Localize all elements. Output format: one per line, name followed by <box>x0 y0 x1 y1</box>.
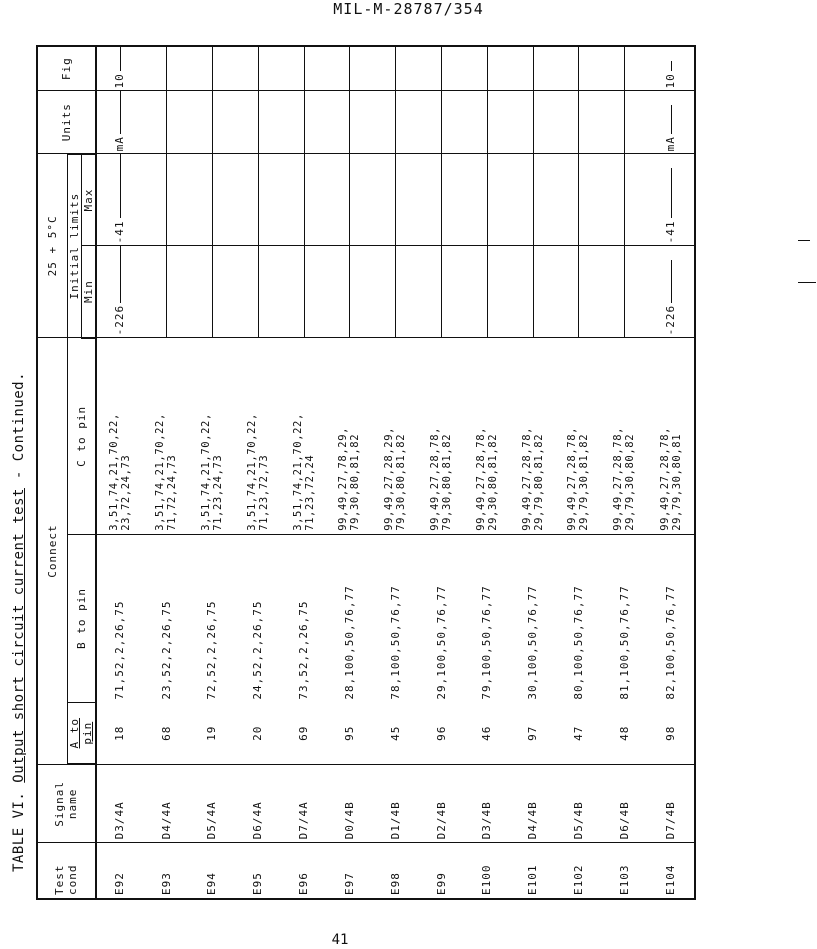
table-row <box>464 46 510 899</box>
continuation-line <box>166 246 167 337</box>
table-row <box>601 46 647 899</box>
continuation-line <box>304 91 305 153</box>
cell-c-pin-line1: 99,49,27,28,78, <box>520 426 533 531</box>
cell-test-cond <box>281 843 327 899</box>
continuation-line <box>304 154 305 245</box>
cell-c-pin <box>510 338 556 534</box>
cell-fig <box>281 46 327 91</box>
cell-c-pin-line1: 3,51,74,21,70,22, <box>199 413 212 531</box>
header-min: Min <box>81 246 96 338</box>
cell-text: D5/4B <box>571 801 585 840</box>
cell-text: -41 <box>664 220 678 244</box>
cell-c-pin-line1: 99,49,27,28,78, <box>658 426 671 531</box>
cell-units <box>281 91 327 154</box>
cell-a-pin <box>510 703 556 765</box>
cell-c-pin-line1: 3,51,74,21,70,22, <box>154 413 167 531</box>
header-fig: Fig <box>37 46 96 91</box>
cell-c-pin-line2: 79,30,80,81,82 <box>395 433 408 531</box>
cell-text: 48 <box>617 725 631 741</box>
cell-text: E102 <box>571 864 585 895</box>
cell-c-pin <box>189 338 235 534</box>
cell-text: 73,52,2,26,75 <box>297 600 311 700</box>
cell-text: 82,100,50,76,77 <box>664 585 678 700</box>
cell-text: mA <box>113 136 127 152</box>
cell-min <box>418 246 464 338</box>
header-b-to-pin: B to pin <box>67 534 96 702</box>
cell-test-cond <box>510 843 556 899</box>
continuation-line <box>258 154 259 245</box>
cell-signal-name <box>464 764 510 843</box>
cell-text: 46 <box>480 725 494 741</box>
cell-fig <box>510 46 556 91</box>
cell-text: 28,100,50,76,77 <box>342 585 356 700</box>
header-temperature: 25 + 5°C <box>37 154 67 338</box>
header-a-to-pin: A to pin <box>67 703 96 765</box>
cell-max <box>372 154 418 246</box>
cell-fig <box>418 46 464 91</box>
cell-max <box>281 154 327 246</box>
cell-text: 81,100,50,76,77 <box>617 585 631 700</box>
cell-text: E94 <box>205 872 219 895</box>
cell-fig <box>96 46 144 91</box>
cell-c-pin <box>235 338 281 534</box>
continuation-line <box>487 91 488 153</box>
cell-text: E103 <box>617 864 631 895</box>
cell-a-pin <box>556 703 602 765</box>
cell-max <box>418 154 464 246</box>
cell-text: 69 <box>297 725 311 741</box>
header-initial-limits: Initial limits <box>67 154 81 338</box>
cell-test-cond <box>326 843 372 899</box>
cell-units <box>235 91 281 154</box>
cell-min <box>326 246 372 338</box>
table-row <box>647 46 695 899</box>
continuation-line <box>212 91 213 153</box>
cell-max <box>647 154 695 246</box>
cell-text: 96 <box>434 725 448 741</box>
continuation-line <box>487 246 488 337</box>
cell-max <box>189 154 235 246</box>
cell-c-pin-line2: 29,79,30,80,81 <box>670 433 683 531</box>
cell-a-pin <box>96 703 144 765</box>
cell-b-pin <box>281 534 327 702</box>
cell-min <box>143 246 189 338</box>
cell-text: D4/4B <box>526 801 540 840</box>
cell-text: 24,52,2,26,75 <box>251 600 265 700</box>
continuation-line <box>304 246 305 337</box>
cell-b-pin <box>464 534 510 702</box>
cell-fig <box>372 46 418 91</box>
cell-units <box>96 91 144 154</box>
cell-c-pin <box>556 338 602 534</box>
cell-text: D0/4B <box>342 801 356 840</box>
cell-c-pin-line2: 71,23,24,73 <box>211 454 224 531</box>
cell-text: -226 <box>113 304 127 336</box>
cell-text: E104 <box>664 864 678 895</box>
cell-a-pin <box>326 703 372 765</box>
cell-c-pin-line1: 3,51,74,21,70,22, <box>245 413 258 531</box>
continuation-line <box>533 154 534 245</box>
cell-min <box>189 246 235 338</box>
table-caption-suffix: - Continued. <box>11 371 27 480</box>
continuation-line <box>578 91 579 153</box>
continuation-line <box>349 154 350 245</box>
cell-signal-name <box>418 764 464 843</box>
cell-min <box>235 246 281 338</box>
cell-units <box>601 91 647 154</box>
continuation-line <box>624 154 625 245</box>
header-signal-name: Signal name <box>37 764 96 843</box>
table-row <box>96 46 144 899</box>
cell-text: E93 <box>159 872 173 895</box>
cell-text: D2/4B <box>434 801 448 840</box>
continuation-line <box>395 91 396 153</box>
cell-a-pin <box>601 703 647 765</box>
cell-c-pin-line2: 71,23,72,24 <box>303 454 316 531</box>
cell-c-pin-line2: 29,30,80,81,82 <box>486 433 499 531</box>
cell-signal-name <box>143 764 189 843</box>
continuation-line <box>349 246 350 337</box>
cell-max <box>556 154 602 246</box>
table-row <box>418 46 464 899</box>
cell-signal-name <box>372 764 418 843</box>
cell-fig <box>601 46 647 91</box>
cell-c-pin-line2: 29,79,30,81,82 <box>578 433 591 531</box>
cell-c-pin-line2: 79,30,80,81,82 <box>349 433 362 531</box>
table-caption-prefix: TABLE VI. <box>11 791 27 872</box>
cell-test-cond <box>189 843 235 899</box>
cell-min <box>281 246 327 338</box>
cell-a-pin <box>372 703 418 765</box>
table-row <box>143 46 189 899</box>
cell-text: E96 <box>297 872 311 895</box>
cell-text: 29,100,50,76,77 <box>434 585 448 700</box>
continuation-line <box>395 246 396 337</box>
table-body <box>96 46 696 899</box>
cell-b-pin <box>510 534 556 702</box>
cell-signal-name <box>556 764 602 843</box>
continuation-line <box>212 47 213 90</box>
cell-a-pin <box>189 703 235 765</box>
cell-signal-name <box>326 764 372 843</box>
cell-units <box>556 91 602 154</box>
cell-test-cond <box>601 843 647 899</box>
cell-c-pin-line2: 29,79,80,81,82 <box>532 433 545 531</box>
cell-text: 78,100,50,76,77 <box>388 585 402 700</box>
cell-c-pin <box>464 338 510 534</box>
cell-c-pin <box>418 338 464 534</box>
cell-max <box>326 154 372 246</box>
table-row <box>372 46 418 899</box>
continuation-line <box>487 47 488 90</box>
cell-text: 79,100,50,76,77 <box>480 585 494 700</box>
cell-test-cond <box>96 843 144 899</box>
cell-text: D3/4A <box>113 801 127 840</box>
continuation-line <box>533 47 534 90</box>
cell-text: D1/4B <box>388 801 402 840</box>
cell-units <box>647 91 695 154</box>
cell-test-cond <box>418 843 464 899</box>
table-caption <box>4 6 34 872</box>
cell-units <box>326 91 372 154</box>
cell-text: -41 <box>113 220 127 244</box>
cell-min <box>647 246 695 338</box>
cell-text: E97 <box>342 872 356 895</box>
cell-text: D5/4A <box>205 801 219 840</box>
cell-text: D7/4B <box>664 801 678 840</box>
cell-fig <box>143 46 189 91</box>
cell-fig <box>235 46 281 91</box>
continuation-line <box>166 154 167 245</box>
cell-max <box>96 154 144 246</box>
rotated-table-container <box>36 45 696 900</box>
continuation-line <box>624 91 625 153</box>
cell-units <box>510 91 556 154</box>
cell-min <box>464 246 510 338</box>
cell-max <box>464 154 510 246</box>
cell-b-pin <box>235 534 281 702</box>
cell-c-pin-line1: 99,49,27,28,78, <box>429 426 441 531</box>
cell-c-pin <box>601 338 647 534</box>
cell-c-pin-line2: 79,30,80,81,82 <box>441 433 453 531</box>
cell-text: mA <box>664 136 678 152</box>
cell-text: D4/4A <box>159 801 173 840</box>
cell-fig <box>647 46 695 91</box>
cell-a-pin <box>143 703 189 765</box>
continuation-line <box>349 91 350 153</box>
cell-text: E101 <box>526 864 540 895</box>
cell-signal-name <box>647 764 695 843</box>
continuation-line <box>395 47 396 90</box>
cell-min <box>96 246 144 338</box>
continuation-line <box>258 91 259 153</box>
cell-text: 68 <box>159 725 173 741</box>
continuation-line <box>166 47 167 90</box>
cell-text: 97 <box>526 725 540 741</box>
cell-a-pin <box>464 703 510 765</box>
page-number: 41 <box>331 932 349 948</box>
cell-c-pin-line1: 99,49,27,28,29, <box>383 426 396 531</box>
continuation-line <box>258 246 259 337</box>
cell-b-pin <box>143 534 189 702</box>
cell-min <box>601 246 647 338</box>
cell-text: D3/4B <box>480 801 494 840</box>
continuation-line <box>533 246 534 337</box>
cell-a-pin <box>647 703 695 765</box>
cell-text: D7/4A <box>297 801 311 840</box>
cell-min <box>372 246 418 338</box>
cell-c-pin-line2: 29,79,30,80,82 <box>624 433 637 531</box>
cell-c-pin-line2: 71,23,72,73 <box>257 454 270 531</box>
cell-units <box>143 91 189 154</box>
table-caption-title: Output short circuit current test <box>11 488 27 783</box>
cell-test-cond <box>372 843 418 899</box>
cell-text: E92 <box>113 872 127 895</box>
cell-fig <box>326 46 372 91</box>
continuation-line <box>624 246 625 337</box>
cell-text: E98 <box>388 872 402 895</box>
cell-text: 18 <box>113 725 127 741</box>
cell-min <box>510 246 556 338</box>
cell-a-pin <box>235 703 281 765</box>
cell-text: 20 <box>251 725 265 741</box>
continuation-line <box>395 154 396 245</box>
output-short-circuit-table <box>36 45 696 900</box>
continuation-line <box>212 246 213 337</box>
cell-text: 45 <box>388 725 402 741</box>
cell-text: E99 <box>434 872 448 895</box>
cell-b-pin <box>96 534 144 702</box>
continuation-line <box>441 91 442 153</box>
cell-units <box>418 91 464 154</box>
cell-c-pin-line1: 99,49,27,28,78, <box>566 426 579 531</box>
cell-b-pin <box>556 534 602 702</box>
cell-units <box>464 91 510 154</box>
cell-text: 19 <box>205 725 219 741</box>
cell-text: 10 <box>664 73 678 89</box>
cell-test-cond <box>556 843 602 899</box>
cell-test-cond <box>464 843 510 899</box>
cell-c-pin <box>372 338 418 534</box>
cell-b-pin <box>372 534 418 702</box>
cell-c-pin-line1: 99,49,27,28,78, <box>474 426 487 531</box>
cell-c-pin-line1: 3,51,74,21,70,22, <box>107 413 120 531</box>
cell-text: 47 <box>571 725 585 741</box>
cell-c-pin <box>96 338 144 534</box>
table-row <box>556 46 602 899</box>
document-number: MIL-M-28787/354 <box>333 0 484 18</box>
continuation-line <box>578 154 579 245</box>
continuation-line <box>487 154 488 245</box>
header-test-cond: Test cond <box>37 843 96 899</box>
continuation-line <box>578 246 579 337</box>
continuation-line <box>212 154 213 245</box>
cell-c-pin-line2: 23,72,24,73 <box>119 454 132 531</box>
continuation-line <box>533 91 534 153</box>
cell-max <box>143 154 189 246</box>
cell-max <box>510 154 556 246</box>
cell-a-pin <box>281 703 327 765</box>
cell-max <box>601 154 647 246</box>
continuation-line <box>166 91 167 153</box>
cell-signal-name <box>235 764 281 843</box>
cell-text: D6/4A <box>251 801 265 840</box>
continuation-line <box>304 47 305 90</box>
cell-signal-name <box>510 764 556 843</box>
cell-signal-name <box>601 764 647 843</box>
continuation-line <box>441 246 442 337</box>
table-row <box>326 46 372 899</box>
cell-text: E95 <box>251 872 265 895</box>
cell-text: 71,52,2,26,75 <box>113 600 127 700</box>
cell-fig <box>464 46 510 91</box>
continuation-line <box>258 47 259 90</box>
continuation-line <box>349 47 350 90</box>
cell-a-pin <box>418 703 464 765</box>
continuation-line <box>624 47 625 90</box>
cell-c-pin-line1: 3,51,74,21,70,22, <box>291 413 304 531</box>
cell-b-pin <box>418 534 464 702</box>
cell-signal-name <box>189 764 235 843</box>
cell-test-cond <box>235 843 281 899</box>
cell-text: D6/4B <box>617 801 631 840</box>
cell-c-pin-line1: 99,49,27,28,78, <box>612 426 625 531</box>
cell-text: -226 <box>664 304 678 336</box>
cell-b-pin <box>326 534 372 702</box>
cell-min <box>556 246 602 338</box>
cell-b-pin <box>647 534 695 702</box>
table-row <box>281 46 327 899</box>
cell-text: 23,52,2,26,75 <box>159 600 173 700</box>
header-c-to-pin: C to pin <box>67 338 96 534</box>
cell-c-pin <box>647 338 695 534</box>
continuation-line <box>441 47 442 90</box>
table-row <box>189 46 235 899</box>
cell-text: 80,100,50,76,77 <box>571 585 585 700</box>
cell-b-pin <box>189 534 235 702</box>
cell-test-cond <box>647 843 695 899</box>
cell-b-pin <box>601 534 647 702</box>
cell-c-pin-line2: 71,72,24,73 <box>166 454 179 531</box>
cell-units <box>372 91 418 154</box>
cell-fig <box>189 46 235 91</box>
cell-signal-name <box>281 764 327 843</box>
cell-max <box>235 154 281 246</box>
margin-mark <box>798 282 816 283</box>
cell-text: 72,52,2,26,75 <box>205 600 219 700</box>
cell-text: 95 <box>342 725 356 741</box>
cell-text: 10 <box>113 73 127 89</box>
cell-c-pin-line1: 99,49,27,78,29, <box>337 426 350 531</box>
cell-signal-name <box>96 764 144 843</box>
table-row <box>235 46 281 899</box>
cell-units <box>189 91 235 154</box>
continuation-line <box>441 154 442 245</box>
cell-text: 30,100,50,76,77 <box>526 585 540 700</box>
table-row <box>510 46 556 899</box>
cell-test-cond <box>143 843 189 899</box>
margin-mark <box>798 240 810 241</box>
cell-c-pin <box>281 338 327 534</box>
header-max: Max <box>81 154 96 246</box>
header-units: Units <box>37 91 96 154</box>
cell-text: 98 <box>664 725 678 741</box>
cell-c-pin <box>143 338 189 534</box>
cell-c-pin <box>326 338 372 534</box>
continuation-line <box>578 47 579 90</box>
header-connect: Connect <box>37 338 67 764</box>
cell-text: E100 <box>480 864 494 895</box>
cell-fig <box>556 46 602 91</box>
